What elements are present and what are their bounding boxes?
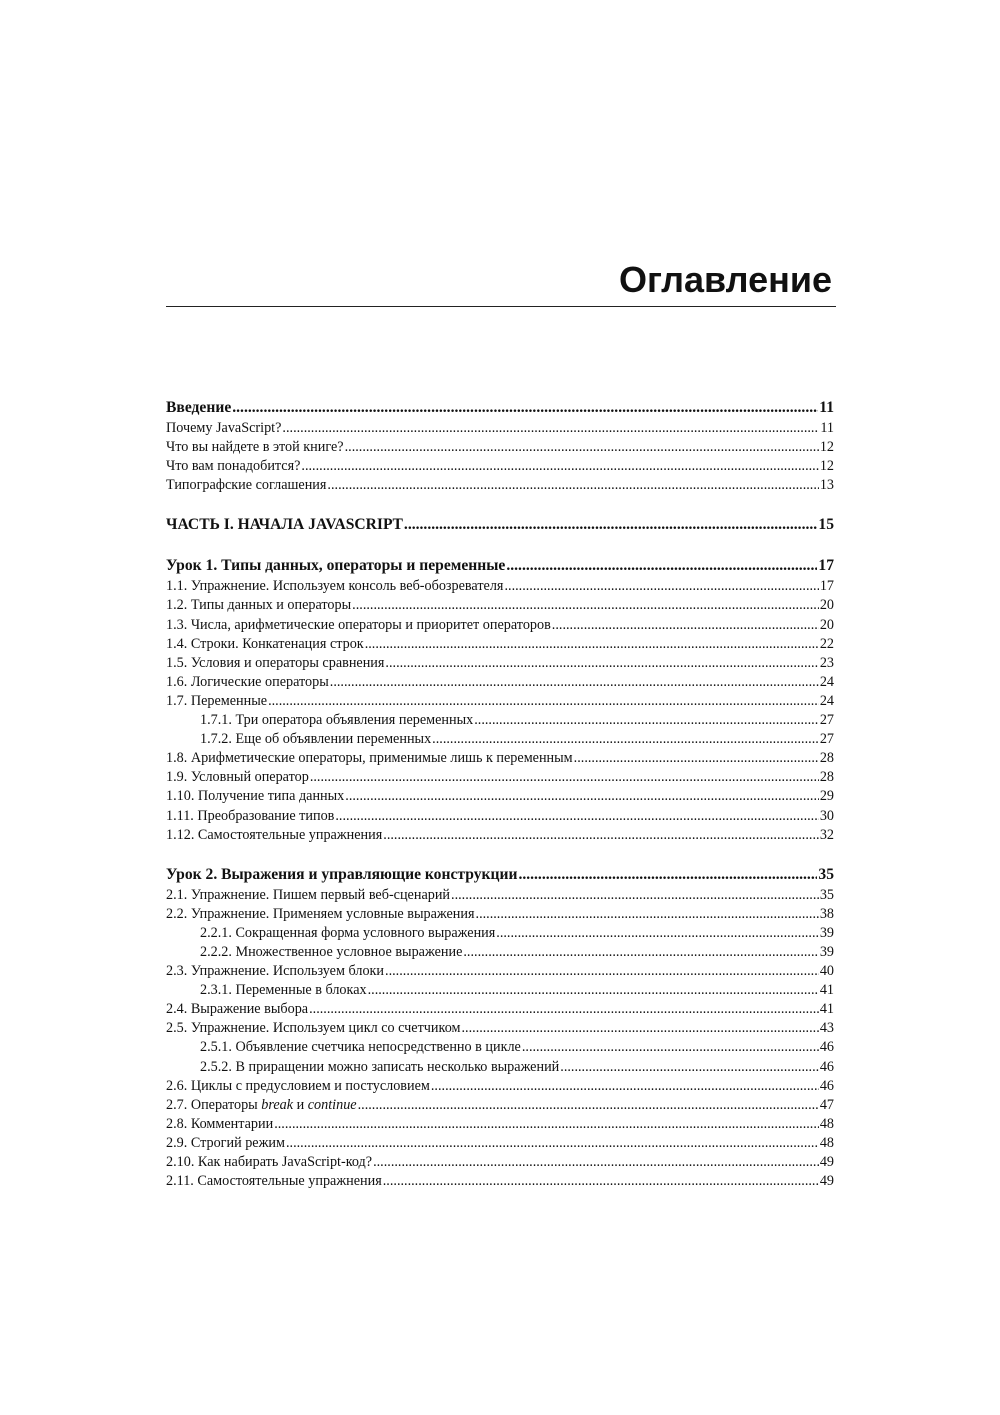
toc-entry[interactable] [166, 1077, 834, 1096]
toc-entry-title: 1.5. Условия и операторы сравнения [166, 654, 385, 671]
toc-entry-title: Типографские соглашения [166, 477, 327, 494]
toc-entry[interactable] [166, 1153, 834, 1172]
toc-entry[interactable] [166, 924, 834, 943]
toc-page-number: 41 [819, 982, 834, 999]
toc-page-number: 29 [819, 788, 834, 805]
toc-entry[interactable] [166, 654, 834, 673]
toc-page-number: 28 [819, 750, 834, 767]
toc-dot-leader [309, 1000, 819, 1019]
toc-page-number: 48 [819, 1134, 834, 1151]
toc-dot-leader [232, 396, 818, 419]
toc-page-number: 12 [819, 439, 834, 456]
toc-dot-leader [451, 886, 819, 905]
toc-heading-entry[interactable] [166, 554, 834, 577]
toc-entry[interactable] [166, 419, 834, 438]
toc-entry[interactable] [166, 673, 834, 692]
toc-page-number: 11 [819, 399, 834, 416]
toc-dot-leader [496, 924, 819, 943]
toc-entry[interactable] [166, 1096, 834, 1115]
toc-page-number: 13 [819, 477, 834, 494]
toc-entry-title: Что вам понадобится? [166, 458, 301, 475]
toc-entry-title: 1.12. Самостоятельные упражнения [166, 826, 383, 843]
toc-page-number: 28 [819, 769, 834, 786]
toc-entry-title: 2.5.1. Объявление счетчика непосредственно в цикле [200, 1039, 521, 1056]
toc-dot-leader [385, 654, 818, 673]
toc-page-number: 39 [819, 943, 834, 960]
toc-page-number: 35 [819, 886, 834, 903]
toc-page-number: 48 [819, 1115, 834, 1132]
toc-entry-title: 1.4. Строки. Конкатенация строк [166, 635, 364, 652]
toc-dot-leader [383, 1172, 819, 1191]
toc-entry[interactable] [166, 1058, 834, 1077]
toc-page-number: 43 [819, 1020, 834, 1037]
toc-dot-leader [365, 635, 819, 654]
toc-dot-leader [404, 513, 817, 536]
toc-entry[interactable] [166, 711, 834, 730]
toc-entry-title: 2.2.2. Множественное условное выражение [200, 943, 463, 960]
toc-dot-leader [474, 711, 819, 730]
toc-entry-title: 1.2. Типы данных и операторы [166, 597, 352, 614]
toc-page-number: 49 [819, 1154, 834, 1170]
toc-entry-title: 1.7.2. Еще об объявлении переменных [200, 731, 432, 748]
toc-entry[interactable] [166, 476, 834, 495]
toc-page-number: 41 [819, 1001, 834, 1018]
toc-page-number: 30 [819, 807, 834, 824]
toc-section [166, 863, 834, 1192]
toc-entry-title: 2.9. Строгий режим [166, 1134, 285, 1151]
toc-entry-title: 2.11. Самостоятельные упражнения [166, 1173, 382, 1190]
toc-section [166, 513, 834, 536]
toc-dot-leader [476, 905, 819, 924]
toc-entry[interactable] [166, 826, 834, 845]
toc-entry-title: 2.5.2. В приращении можно записать несколько выражений [200, 1058, 560, 1075]
toc-dot-leader [462, 1019, 819, 1038]
toc-page-number: 17 [819, 578, 834, 595]
toc-dot-leader [301, 457, 818, 476]
toc-page-number: 17 [818, 557, 834, 575]
toc-entry-title: 1.7. Переменные [166, 692, 268, 709]
toc-entry[interactable] [166, 768, 834, 787]
toc-entry[interactable] [166, 1000, 834, 1019]
toc-dot-leader [286, 1134, 819, 1153]
toc-heading-entry[interactable] [166, 863, 834, 886]
title-divider [166, 306, 836, 307]
toc-dot-leader [327, 476, 818, 495]
toc-entry-title: 2.3. Упражнение. Используем блоки [166, 963, 385, 980]
toc-page-number: 32 [819, 826, 834, 843]
toc-dot-leader [463, 943, 818, 962]
toc-entry[interactable] [166, 905, 834, 924]
toc-page-number: 24 [819, 673, 834, 690]
toc-dot-leader [506, 554, 817, 577]
toc-entry[interactable] [166, 981, 834, 1000]
toc-page-number: 12 [819, 458, 834, 475]
toc-entry[interactable] [166, 635, 834, 654]
toc-entry[interactable] [166, 886, 834, 905]
toc-section [166, 396, 834, 495]
toc-entry-title: 1.6. Логические операторы [166, 673, 329, 690]
toc-entry-title: Почему JavaScript? [166, 420, 282, 436]
toc-dot-leader [335, 807, 818, 826]
toc-entry-text-part: 2.7. Операторы [166, 1096, 262, 1113]
toc-entry-title: Введение [166, 399, 232, 416]
toc-dot-leader [345, 438, 819, 457]
toc-entry-title: 2.3.1. Переменные в блоках [200, 982, 367, 999]
toc-page-number: 27 [819, 731, 834, 748]
toc-entry-title [166, 1096, 357, 1115]
table-of-contents [166, 396, 834, 1209]
toc-entry[interactable] [166, 749, 834, 768]
toc-page-number: 24 [819, 692, 834, 709]
toc-page-number: 38 [819, 905, 834, 922]
toc-dot-leader [431, 1077, 819, 1096]
toc-entry[interactable] [166, 616, 834, 635]
toc-page-number: 20 [819, 616, 834, 633]
toc-entry-text-part: и [293, 1096, 308, 1113]
toc-dot-leader [282, 419, 819, 438]
page-title: Оглавление [619, 259, 832, 300]
toc-entry[interactable] [166, 1172, 834, 1191]
toc-entry[interactable] [166, 438, 834, 457]
toc-entry-title: Что вы найдете в этой книге? [166, 439, 344, 456]
toc-entry-title: 1.8. Арифметические операторы, применимые лишь к переменным [166, 750, 573, 767]
toc-entry-title: 1.9. Условный оператор [166, 769, 309, 786]
toc-page-number: 22 [819, 635, 834, 652]
toc-dot-leader [268, 692, 819, 711]
toc-page-number: 47 [819, 1096, 834, 1113]
toc-dot-leader [522, 1038, 819, 1057]
toc-entry[interactable] [166, 692, 834, 711]
toc-entry[interactable] [166, 730, 834, 749]
toc-entry-title: ЧАСТЬ I. НАЧАЛА JAVASCRIPT [166, 516, 403, 534]
toc-entry-keyword: continue [307, 1096, 357, 1113]
toc-dot-leader [574, 749, 819, 768]
toc-dot-leader [274, 1115, 819, 1134]
toc-entry[interactable] [166, 787, 834, 806]
toc-page-number: 46 [819, 1039, 834, 1056]
toc-entry[interactable] [166, 457, 834, 476]
toc-entry[interactable] [166, 943, 834, 962]
toc-page-number: 15 [818, 516, 834, 534]
toc-page-number: 39 [819, 924, 834, 941]
toc-page-number: 40 [819, 963, 834, 980]
toc-page-number: 46 [819, 1077, 834, 1094]
toc-entry-title: 1.7.1. Три оператора объявления переменных [200, 712, 474, 729]
toc-entry[interactable] [166, 807, 834, 826]
toc-dot-leader [383, 826, 819, 845]
toc-entry-title: 2.2. Упражнение. Применяем условные выражения [166, 905, 475, 922]
toc-page-number: 35 [818, 865, 834, 883]
toc-dot-leader [352, 596, 819, 615]
toc-page-number: 20 [819, 597, 834, 614]
toc-page-number: 49 [819, 1173, 834, 1190]
toc-entry[interactable] [166, 596, 834, 615]
toc-heading-entry[interactable] [166, 396, 834, 419]
toc-dot-leader [345, 787, 819, 806]
toc-dot-leader [432, 730, 819, 749]
toc-entry-title: 2.4. Выражение выбора [166, 1001, 309, 1018]
toc-entry[interactable] [166, 1038, 834, 1057]
toc-dot-leader [373, 1153, 819, 1172]
toc-heading-entry[interactable] [166, 513, 834, 536]
toc-entry-title: 2.10. Как набирать JavaScript-код? [166, 1154, 373, 1170]
toc-entry[interactable] [166, 1134, 834, 1153]
toc-entry-title: 1.1. Упражнение. Используем консоль веб-обозревателя [166, 578, 504, 595]
toc-entry-title: 2.5. Упражнение. Используем цикл со счетчиком [166, 1020, 461, 1037]
toc-page-number: 23 [819, 654, 834, 671]
toc-dot-leader [310, 768, 819, 787]
toc-entry[interactable] [166, 1019, 834, 1038]
toc-page-number: 11 [820, 420, 834, 436]
toc-entry-title: 1.3. Числа, арифметические операторы и приоритет операторов [166, 616, 551, 633]
toc-page-number: 27 [819, 712, 834, 729]
toc-entry[interactable] [166, 577, 834, 596]
toc-dot-leader [552, 616, 819, 635]
toc-entry[interactable] [166, 1115, 834, 1134]
toc-dot-leader [330, 673, 819, 692]
toc-entry-title: 2.1. Упражнение. Пишем первый веб-сценарий [166, 886, 451, 903]
toc-entry-title: 2.6. Циклы с предусловием и постусловием [166, 1077, 430, 1094]
toc-entry-title: 2.2.1. Сокращенная форма условного выражения [200, 924, 496, 941]
toc-dot-leader [518, 863, 817, 886]
toc-page-number: 46 [819, 1058, 834, 1075]
toc-dot-leader [504, 577, 818, 596]
toc-entry-title: Урок 1. Типы данных, операторы и переменные [166, 557, 506, 575]
toc-entry-title: 1.10. Получение типа данных [166, 788, 345, 805]
toc-entry-title: 1.11. Преобразование типов [166, 807, 335, 824]
toc-entry[interactable] [166, 962, 834, 981]
toc-entry-title: Урок 2. Выражения и управляющие конструкции [166, 865, 518, 883]
toc-dot-leader [368, 981, 819, 1000]
toc-dot-leader [560, 1058, 819, 1077]
toc-dot-leader [358, 1096, 819, 1115]
toc-entry-keyword: break [261, 1096, 294, 1113]
toc-section [166, 554, 834, 844]
toc-entry-title: 2.8. Комментарии [166, 1115, 274, 1132]
toc-dot-leader [385, 962, 819, 981]
